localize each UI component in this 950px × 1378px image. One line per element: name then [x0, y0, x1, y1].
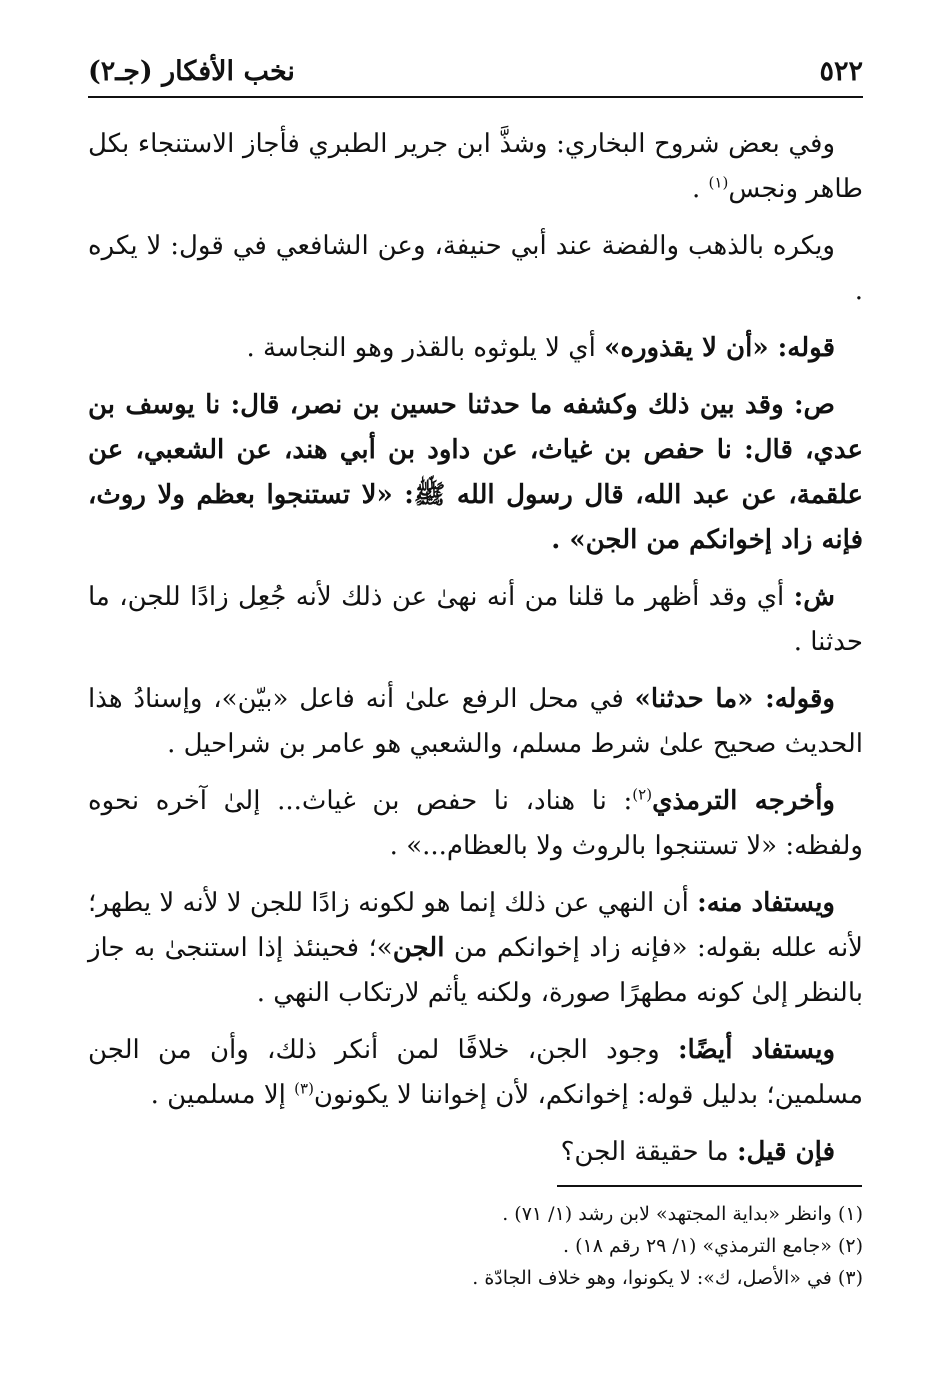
paragraph-3-lead: قوله: «أن لا يقذوره» [604, 333, 835, 363]
paragraph-5-lead: ش: [793, 582, 835, 612]
paragraph-2-text: ويكره بالذهب والفضة عند أبي حنيفة، وعن الشافعي في قول: لا يكره . [88, 231, 863, 306]
paragraph-9-end: إلا مسلمين . [150, 1080, 295, 1110]
paragraph-9-lead: ويستفاد أيضًا: [677, 1035, 835, 1065]
paragraph-1-end: . [692, 174, 709, 204]
paragraph-9-text: وجود الجن، خلافًا لمن أنكر ذلك، وأن من الجن مسلمين؛ بدليل قوله: إخوانكم، لأن إخواننا لا يكونون [88, 1035, 863, 1110]
paragraph-10 [88, 1130, 863, 1175]
paragraph-9 [88, 1028, 863, 1118]
paragraph-8-bold-word: الجن [392, 933, 445, 963]
paragraph-5-text: أي وقد أظهر ما قلنا من أنه نهىٰ عن ذلك لأنه جُعِل زادًا للجن، ما حدثنا . [88, 582, 863, 657]
paragraph-6 [88, 677, 863, 767]
footnotes [88, 1198, 863, 1294]
book-title: نخب الأفكار (جـ٢) [88, 55, 295, 87]
main-text [88, 122, 863, 1187]
paragraph-6-text: في محل الرفع علىٰ أنه فاعل «بيّن»، وإسنادُ هذا الحديث صحيح علىٰ شرط مسلم، والشعبي هو عامر بن شراحيل . [88, 684, 863, 759]
footnote-ref-1: (١) [708, 173, 729, 192]
paragraph-7 [88, 779, 863, 869]
paragraph-2 [88, 224, 863, 314]
paragraph-10-text: ما حقيقة الجن؟ [560, 1137, 737, 1167]
footnote-1: (١) وانظر «بداية المجتهد» لابن رشد (١/ ٧١) . [502, 1203, 863, 1225]
paragraph-7-lead: وأخرجه الترمذي [652, 786, 835, 816]
footnote-2: (٢) «جامع الترمذي» (١/ ٢٩ رقم ١٨) . [563, 1235, 863, 1257]
footnote-divider [557, 1185, 862, 1187]
paragraph-4-text: ص: وقد بين ذلك وكشفه ما حدثنا حسين بن نصر، قال: نا يوسف بن عدي، قال: نا حفص بن غياث، عن داود بن أبي هند، عن الشعبي، عن علقمة، عن عبد الله، قال رسول الله ﷺ: «لا تستنجوا بعظم ولا روث، فإنه زاد إخوانكم من الجن» . [88, 390, 863, 555]
paragraph-8 [88, 881, 863, 1016]
paragraph-1-text: وفي بعض شروح البخاري: وشذَّ ابن جرير الطبري فأجاز الاستنجاء بكل طاهر ونجس [88, 129, 863, 204]
paragraph-8-lead: ويستفاد منه: [697, 888, 835, 918]
footnote-3: (٣) في «الأصل، ك»: لا يكونوا، وهو خلاف الجادّة . [472, 1267, 863, 1289]
paragraph-8-text: أن النهي عن ذلك إنما هو لكونه زادًا للجن لا لأنه لا يطهر؛ لأنه علله بقوله: «فإنه زاد إخوانكم من [88, 888, 864, 963]
footnote-ref-2: (٢) [632, 785, 653, 804]
page-header [88, 46, 863, 98]
paragraph-10-lead: فإن قيل: [736, 1137, 835, 1167]
paragraph-3 [88, 326, 863, 371]
paragraph-1 [88, 122, 863, 212]
paragraph-3-text: أي لا يلوثوه بالقذر وهو النجاسة . [246, 333, 605, 363]
paragraph-5 [88, 575, 863, 665]
paragraph-8-text2: »؛ فحينئذ إذا استنجىٰ به جاز بالنظر إلىٰ كونه مطهرًا صورة، ولكنه يأثم لارتكاب النهي . [88, 933, 863, 1008]
paragraph-7-text: : نا هناد، نا حفص بن غياث... إلىٰ آخره نحوه ولفظه: «لا تستنجوا بالروث ولا بالعظام...» . [88, 786, 863, 861]
paragraph-4-hadith [88, 383, 863, 563]
footnote-ref-3: (٣) [294, 1079, 314, 1098]
paragraph-6-lead: وقوله: «ما حدثنا» [634, 684, 835, 714]
page-number: ٥٢٢ [819, 55, 863, 87]
